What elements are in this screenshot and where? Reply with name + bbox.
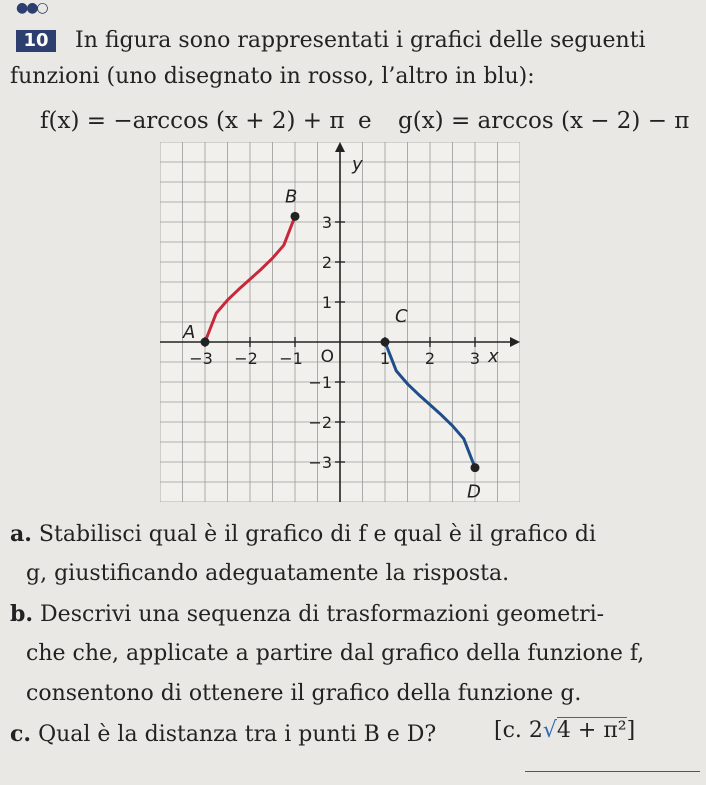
formula-conjunction: e (358, 108, 372, 134)
x-axis-label: x (488, 346, 499, 367)
difficulty-dots: ●●○ (16, 0, 47, 16)
x-tick-label: −2 (234, 349, 258, 368)
point-label-C: C (395, 306, 408, 327)
x-tick-label: 3 (469, 349, 481, 368)
point-D (471, 463, 480, 472)
answer-c (494, 718, 635, 743)
point-B (291, 212, 300, 221)
sqrt-symbol: √ (542, 718, 557, 743)
answer-close: ] (626, 718, 636, 743)
point-A (201, 338, 210, 347)
y-tick-label: 2 (321, 253, 332, 272)
origin-label: O (320, 347, 334, 367)
divider-line (525, 771, 700, 772)
point-C (381, 338, 390, 347)
question-b-line-3: consentono di ottenere il grafico della funzione g. (26, 681, 582, 706)
formula-f: f(x) = −arccos (x + 2) + π (40, 108, 345, 134)
question-b-text-1: Descrivi una sequenza di trasformazioni geometri- (40, 602, 605, 627)
formula-g: g(x) = arccos (x − 2) − π (398, 108, 690, 134)
answer-open: [c. 2 (494, 718, 543, 743)
point-label-A: A (183, 322, 196, 343)
y-tick-label: −2 (308, 413, 332, 432)
y-tick-label: 3 (321, 213, 332, 232)
y-tick-label: −3 (308, 453, 332, 472)
question-a-label: a. (10, 521, 32, 547)
question-a-line-1 (10, 521, 596, 547)
point-label-D: D (467, 481, 481, 502)
statement-line-1: In figura sono rappresentati i grafici delle seguenti (75, 28, 646, 53)
x-tick-label: −3 (189, 349, 213, 368)
question-c-text: Qual è la distanza tra i punti B e D? (38, 722, 437, 747)
y-tick-label: 1 (321, 293, 332, 312)
question-a-line-2: g, giustificando adeguatamente la risposta. (26, 561, 510, 586)
y-tick-label: −1 (308, 373, 332, 392)
x-tick-label: 2 (424, 349, 436, 368)
answer-radicand: 4 + π² (556, 718, 627, 743)
statement-line-2: funzioni (uno disegnato in rosso, l’altro in blu): (10, 64, 535, 89)
question-c-label: c. (10, 721, 32, 747)
function-graph (160, 142, 520, 502)
question-b-label: b. (10, 601, 34, 627)
point-label-B: B (285, 186, 298, 208)
exercise-number: 10 (16, 30, 56, 52)
question-c (10, 721, 436, 747)
x-tick-label: 1 (379, 349, 391, 368)
x-tick-label: −1 (279, 349, 303, 368)
y-axis-label: y (352, 154, 363, 175)
question-b-line-2: che che, applicate a partire dal grafico della funzione f, (26, 641, 645, 666)
question-a-text-1: Stabilisci qual è il grafico di f e qual è il grafico di (38, 522, 597, 547)
question-b-line-1 (10, 601, 604, 627)
